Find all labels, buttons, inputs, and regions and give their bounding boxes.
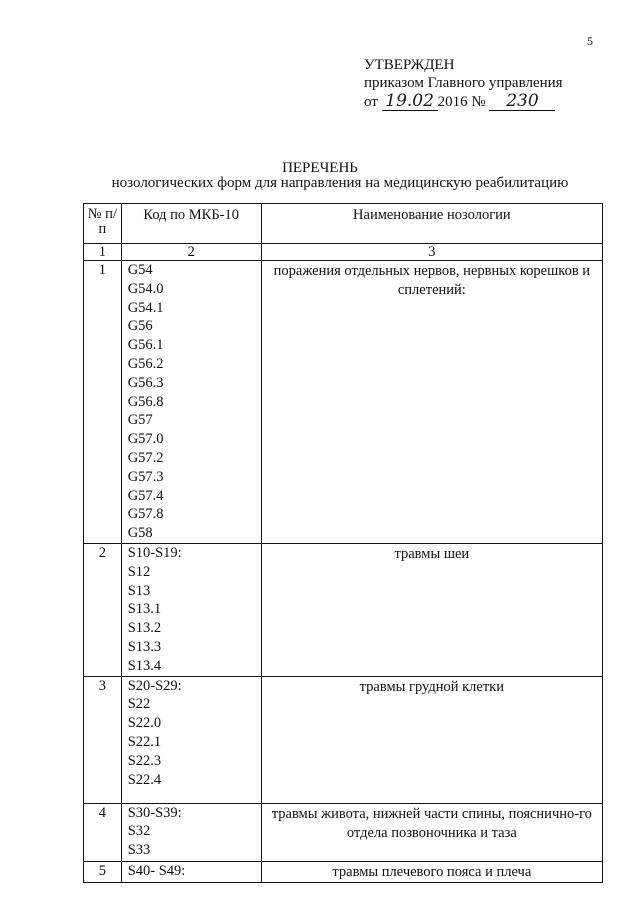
icd-code: S32 [127,823,151,840]
number-sign: № [471,94,486,110]
row-codes [121,543,261,676]
approval-block [364,56,563,111]
icd-code: S30-S39: [127,804,182,821]
row-nosology-name: поражения отдельных нервов, нервных корешков и сплетений: [261,261,602,544]
row-number: 2 [84,543,122,676]
icd-code: S13 [127,582,151,599]
icd-code: G57.0 [127,431,164,448]
table-row [84,803,603,861]
column-number-row [84,244,603,261]
table-row [84,261,603,544]
table-header-row [84,204,603,244]
row-number: 5 [84,861,122,882]
header-name: Наименование нозологии [261,204,602,244]
icd-code: S40- S49: [127,862,186,879]
icd-code: S13.1 [127,601,162,618]
approval-order-line: приказом Главного управления [364,75,563,91]
column-number-3: 3 [261,244,602,261]
approval-date-line [364,92,563,111]
handwritten-date: 19.02 [382,92,438,111]
row-nosology-name: травмы живота, нижней части спины, пояснично-го отдела позвоночника и таза [261,803,602,861]
year: 2016 [437,94,468,110]
document-title: ПЕРЕЧЕНЬ [282,160,358,176]
row-codes [121,861,261,882]
icd-code: S33 [127,842,151,859]
handwritten-number: 230 [489,92,555,111]
icd-code: S22.4 [127,771,162,788]
icd-code: G54.0 [127,280,164,297]
icd-code: S20-S29: [127,677,182,694]
row-codes [121,676,261,803]
icd-code: S22.1 [127,733,162,750]
icd-code: S22.0 [127,715,162,732]
row-number: 1 [84,261,122,544]
icd-code: S13.2 [127,620,162,637]
icd-code: G56 [127,318,153,335]
page-number: 5 [587,34,593,48]
icd-code: G56.8 [127,393,164,410]
row-number: 4 [84,803,122,861]
icd-code: G56.2 [127,355,164,372]
icd-code: G54.1 [127,299,164,316]
column-number-1: 1 [84,244,122,261]
icd-code: S13.3 [127,638,162,655]
icd-code: G54 [127,262,153,278]
icd-code: S22 [127,696,151,713]
icd-code: G56.3 [127,374,164,391]
icd-code: S13.4 [127,657,162,674]
table-row [84,861,603,882]
icd-code: S10-S19: [127,544,182,561]
date-prefix: от [364,94,378,110]
icd-code: G58 [127,525,153,542]
icd-code: G57.8 [127,506,164,523]
icd-code: G57.4 [127,487,164,504]
header-number: № п/п [84,204,122,244]
row-codes [121,261,261,544]
row-nosology-name: травмы грудной клетки [261,676,602,803]
row-nosology-name: травмы шеи [261,543,602,676]
document-subtitle: нозологических форм для направления на медицинскую реабилитацию [111,175,569,191]
row-codes [121,803,261,861]
header-code: Код по МКБ-10 [121,204,261,244]
table-row [84,676,603,803]
icd-code: G57.3 [127,468,164,485]
row-number: 3 [84,676,122,803]
table-row [84,543,603,676]
icd-code: S12 [127,563,151,580]
row-nosology-name: травмы плечевого пояса и плеча [261,861,602,882]
approval-title: УТВЕРЖДЕН [364,57,455,73]
nosology-table [83,203,603,883]
column-number-2: 2 [121,244,261,261]
icd-code: S22.3 [127,752,162,769]
icd-code: G57.2 [127,449,164,466]
icd-code: G57 [127,412,153,429]
icd-code: G56.1 [127,337,164,354]
